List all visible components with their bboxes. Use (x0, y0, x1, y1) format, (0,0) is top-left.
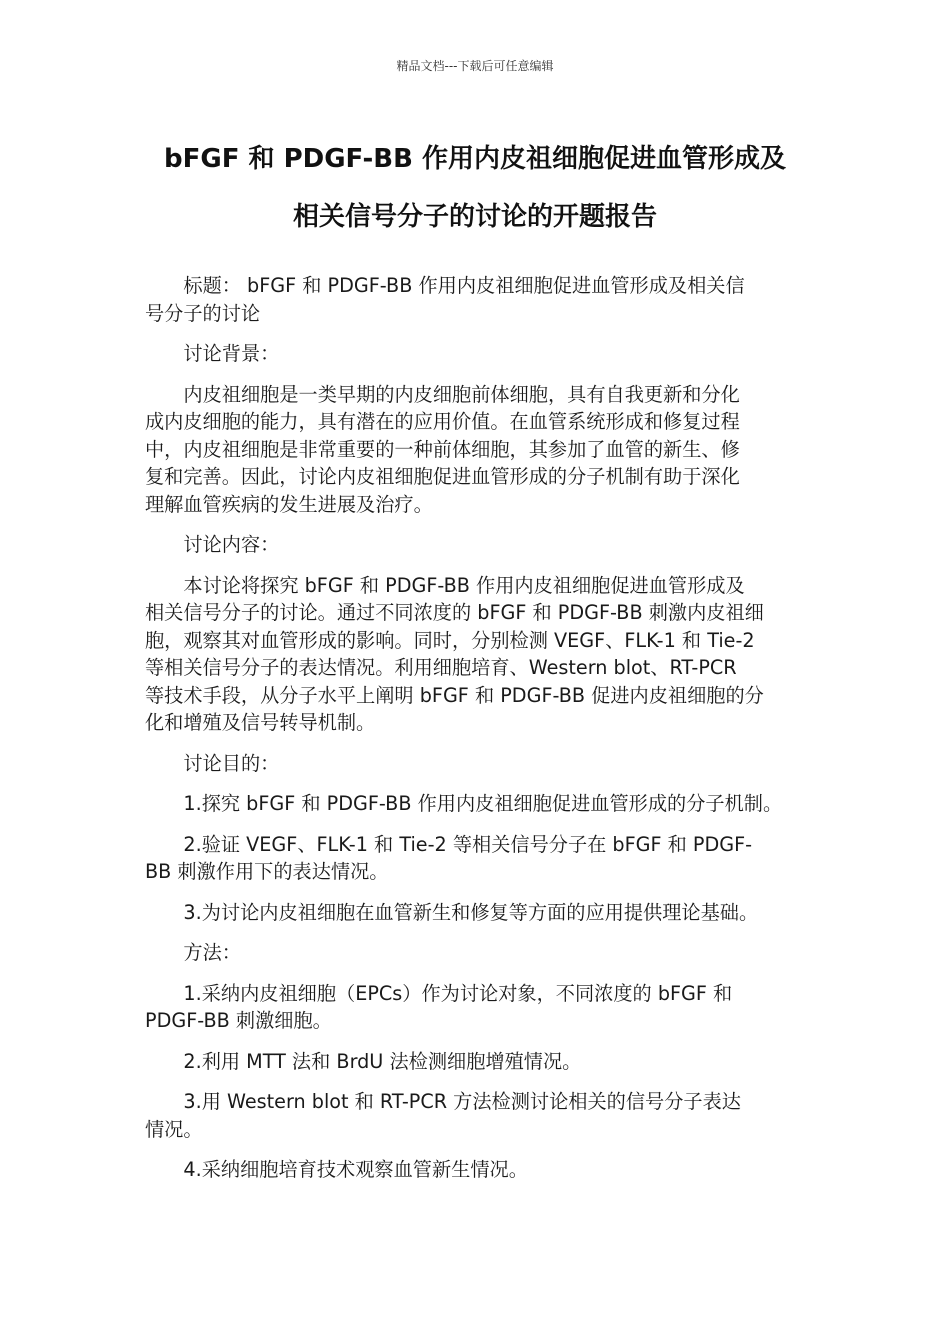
purpose-item-1: 1.探究 bFGF 和 PDGF-BB 作用内皮祖细胞促进血管形成的分子机制。 (183, 792, 783, 815)
header-note: 精品文档---下载后可任意编辑 (396, 59, 554, 73)
method-item-1: 1.采纳内皮祖细胞（EPCs）作为讨论对象，不同浓度的 bFGF 和 PDGF-BB 刺激细胞。 (145, 981, 733, 1032)
section-heading-background: 讨论背景： (183, 342, 280, 365)
method-item-3: 3.用 Western blot 和 RT-PCR 方法检测讨论相关的信号分子表达 情况。 (145, 1090, 741, 1141)
section-heading-content: 讨论内容： (183, 533, 280, 556)
content-paragraph: 本讨论将探究 bFGF 和 PDGF-BB 作用内皮祖细胞促进血管形成及 相关信号分子的讨论。通过不同浓度的 bFGF 和 PDGF-BB 刺激内皮祖细 胞，观察其对血管形成的影响。同时，分别检测 VEGF、FLK-1 和 Tie-2 等相关信号分子的表达情况。利用细胞培育、Western blot、RT-PCR 等技术手段，从分子水平上阐明 bFGF 和 PDGF-BB 促进内皮祖细胞的分 化和增殖及信号转导机制。 (145, 573, 764, 734)
section-heading-purpose: 讨论目的： (183, 751, 280, 775)
document-body (145, 272, 825, 1197)
document-title-line-1: bFGF 和 PDGF-BB 作用内皮祖细胞促进血管形成及 (164, 144, 786, 174)
purpose-item-3: 3.为讨论内皮祖细胞在血管新生和修复等方面的应用提供理论基础。 (183, 900, 759, 924)
purpose-item-2: 2.验证 VEGF、FLK-1 和 Tie-2 等相关信号分子在 bFGF 和 PDGF- BB 刺激作用下的表达情况。 (145, 832, 753, 883)
method-item-4: 4.采纳细胞培育技术观察血管新生情况。 (183, 1158, 528, 1181)
background-paragraph: 内皮祖细胞是一类早期的内皮细胞前体细胞，具有自我更新和分化 成内皮细胞的能力，具有潜在的应用价值。在血管系统形成和修复过程 中，内皮祖细胞是非常重要的一种前体细胞，其参加了血管的新生、修 复和完善。因此，讨论内皮祖细胞促进血管形成的分子机制有助于深化 理解血管疾病的发生进展及治疗。 (145, 382, 740, 516)
document-title-line-2: 相关信号分子的讨论的开题报告 (292, 202, 657, 232)
method-item-2: 2.利用 MTT 法和 BrdU 法检测细胞增殖情况。 (183, 1049, 582, 1073)
title-paragraph: 标题： bFGF 和 PDGF-BB 作用内皮祖细胞促进血管形成及相关信 号分子的讨论 (145, 274, 745, 325)
section-heading-methods: 方法： (183, 941, 241, 964)
